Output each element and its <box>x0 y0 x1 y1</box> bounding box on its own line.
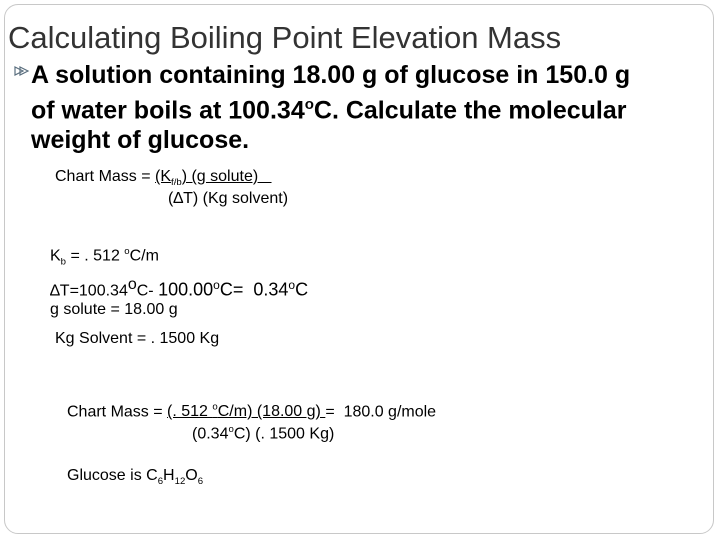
calc-text: C/m) (18.00 g) <box>217 403 326 421</box>
degree-sup: o <box>213 278 220 292</box>
formula-sub: 6 <box>157 476 164 488</box>
degree-sup: o <box>304 96 314 113</box>
degree-sup: o <box>127 276 137 293</box>
g-solute-line: g solute = 18.00 g <box>50 301 178 318</box>
slide-title: Calculating Boiling Point Elevation Mass <box>8 20 562 55</box>
degree-sup: o <box>124 246 130 257</box>
delta-t-text: 100.00 <box>158 279 214 300</box>
problem-statement <box>31 60 630 155</box>
kb-text: = . 512 <box>66 247 125 265</box>
problem-text: of water boils at 100.34 <box>31 96 305 125</box>
calc-result: = 180.0 g/mole <box>325 403 437 421</box>
formula-text: (K <box>155 168 172 185</box>
glucose-text: O <box>185 467 198 484</box>
delta-t-text: C= 0.34 <box>219 279 289 300</box>
calc-text: (. 512 <box>167 403 213 421</box>
degree-sup: o <box>212 402 218 413</box>
delta-t-line <box>50 276 308 300</box>
calc-denominator <box>192 424 334 443</box>
kb-text: K <box>50 247 61 265</box>
delta-t-text: C- <box>136 282 159 300</box>
degree-sup: o <box>228 424 234 435</box>
degree-sup: o <box>288 278 296 292</box>
calc-text: (0.34 <box>192 425 229 443</box>
arrow-bullet-icon <box>14 65 30 77</box>
glucose-text: Glucose is C <box>67 467 158 484</box>
formula-sub: 12 <box>174 476 186 488</box>
kg-solvent-line: Kg Solvent = . 1500 Kg <box>55 330 220 347</box>
calc-text: C) (. 1500 Kg) <box>233 425 335 443</box>
formula-sub: f/b <box>171 177 182 189</box>
calc-numerator-text <box>167 403 325 420</box>
formula-numerator-text <box>155 168 272 189</box>
formula-denominator: (∆T) (Kg solvent) <box>168 190 289 207</box>
formula-prefix: Chart Mass = <box>55 168 156 185</box>
glucose-formula-line <box>67 467 203 487</box>
kb-value <box>50 246 159 268</box>
calc-numerator <box>67 402 436 421</box>
problem-line-1: A solution containing 18.00 g of glucose in 150.0 g <box>31 61 631 89</box>
formula-sub: 6 <box>197 476 204 488</box>
problem-line-2 <box>31 90 630 125</box>
kb-text: C/m <box>129 247 159 265</box>
kb-sub: b <box>60 256 67 268</box>
delta-t-text: ∆T=100.34 <box>50 282 128 300</box>
formula-text: ) (g solute) <box>181 168 272 185</box>
glucose-text: H <box>163 467 175 484</box>
calc-prefix: Chart Mass = <box>67 403 168 421</box>
problem-line-3: weight of glucose. <box>31 126 250 155</box>
delta-t-text: C <box>295 279 309 300</box>
problem-text: C. Calculate the molecular <box>313 96 627 125</box>
formula-numerator <box>55 168 272 188</box>
